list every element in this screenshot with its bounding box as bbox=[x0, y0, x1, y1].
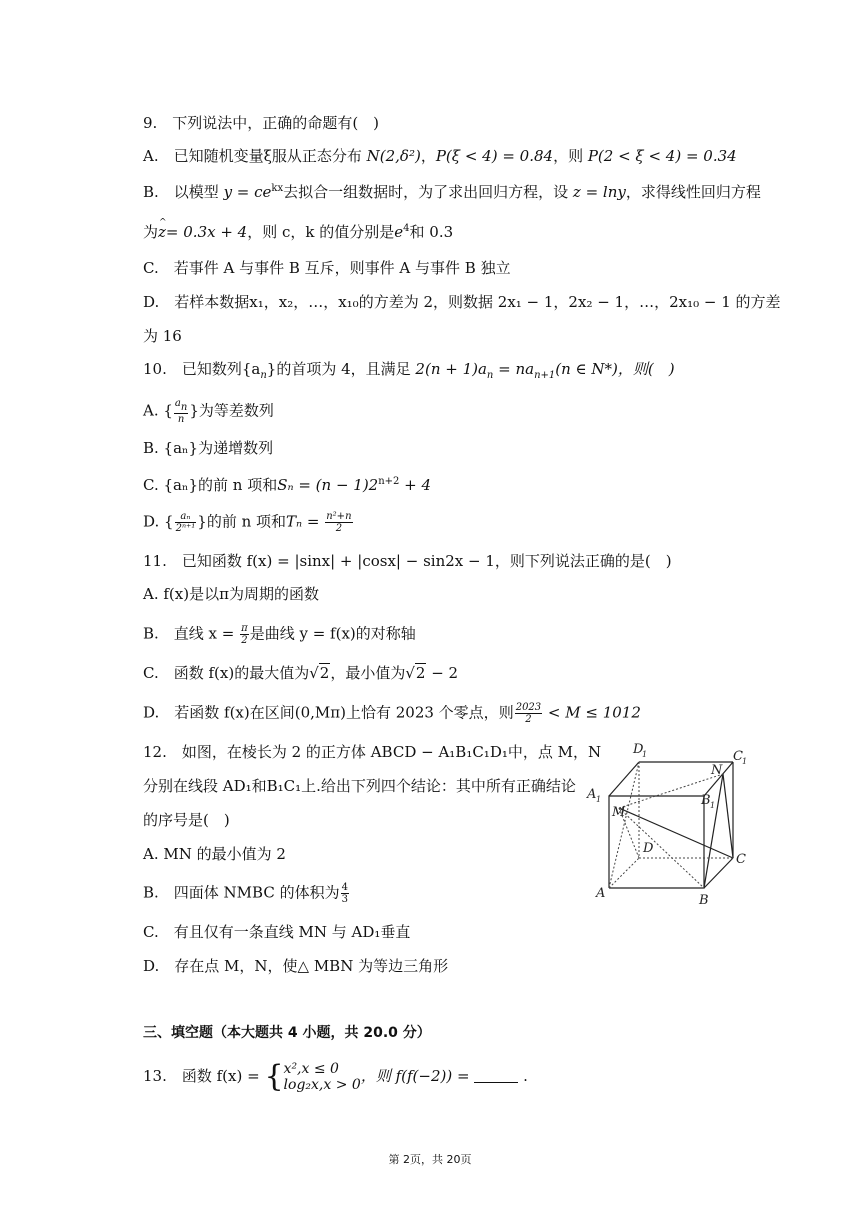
label-n: N bbox=[711, 763, 723, 778]
q10-option-c: C. {aₙ}的前 n 项和$S_n = (n - 1)2^{n+2} + 4$ bbox=[143, 476, 432, 494]
q12-option-d: D. 存在点 M，N，使△ MBN 为等边三角形 bbox=[143, 957, 449, 975]
cube-line-mb bbox=[619, 808, 704, 888]
label-a1-sub: 1 bbox=[596, 795, 602, 804]
q11-option-a: A. f(x)是以π为周期的函数 bbox=[143, 585, 319, 603]
label-b: B bbox=[699, 893, 709, 908]
section-3-title: 三、填空题（本大题共 4 小题，共 20.0 分） bbox=[143, 1025, 431, 1041]
label-a: A bbox=[596, 886, 606, 901]
q11-stem: 11. 已知函数 f(x) = |sinx| + |cosx| − sin2x − 1，则下列说法正确的是( ) bbox=[143, 552, 672, 570]
label-d: D bbox=[643, 841, 654, 856]
q12-option-c: C. 有且仅有一条直线 MN 与 AD₁垂直 bbox=[143, 923, 411, 941]
q12-option-b: B. 四面体 NMBC 的体积为 $\frac{4}{3}$ bbox=[143, 882, 348, 905]
q9-option-b-line1: B. 以模型 $y = ce^{kx}$去拟合一组数据时，为了求出回归方程，设 z = lny，求得线性回归方程 bbox=[143, 183, 761, 201]
label-m: M bbox=[612, 805, 626, 820]
q12-stem-line2: 分别在线段 AD₁和B₁C₁上.给出下列四个结论：其中所有正确结论 bbox=[143, 777, 576, 795]
q13: 13. 函数 f(x) = { x²,x ≤ 0 log₂x,x > 0 ，则 f(f(−2)) = . bbox=[143, 1059, 528, 1094]
label-d1: D bbox=[633, 742, 644, 757]
q9-option-c: C. 若事件 A 与事件 B 互斥，则事件 A 与事件 B 独立 bbox=[143, 259, 511, 277]
q9-option-d-line1: D. 若样本数据x₁，x₂，…，x₁₀的方差为 2，则数据 2x₁ − 1，2x₂ − 1，…，2x₁₀ − 1 的方差 bbox=[143, 293, 781, 311]
label-b1-sub: 1 bbox=[710, 801, 716, 810]
cube-line-nc bbox=[723, 774, 733, 858]
q9-option-b-line2: 为^ z= 0.3x + 4，则 c，k 的值分别是$e^4$和 0.3 bbox=[143, 219, 453, 242]
q12-option-a: A. MN 的最小值为 2 bbox=[143, 845, 286, 863]
q11-option-c: C. 函数 f(x)的最大值为√2，最小值为√2 − 2 bbox=[143, 664, 459, 682]
label-b1: B bbox=[701, 793, 711, 808]
cube-edge-ad bbox=[609, 858, 639, 888]
q9-option-a: A. 已知随机变量ξ服从正态分布 N(2,δ²)，P(ξ < 4) = 0.84，则 P(2 < ξ < 4) = 0.34 bbox=[143, 147, 737, 165]
cube-line-ad1 bbox=[609, 762, 639, 888]
q10-option-b: B. {aₙ}为递增数列 bbox=[143, 439, 274, 457]
q9-option-d-line2: 为 16 bbox=[143, 327, 182, 345]
q13-answer-blank[interactable] bbox=[474, 1068, 518, 1083]
label-c1: C bbox=[733, 749, 743, 764]
q11-option-b: B. 直线 x = $\frac{\pi}{2}$ 是曲线 y = f(x)的对称轴 bbox=[143, 623, 416, 646]
q12-stem-line3: 的序号是( ) bbox=[143, 811, 230, 829]
label-d1-sub: 1 bbox=[642, 750, 648, 759]
q11-option-d: D. 若函数 f(x)在区间(0,Mπ)上恰有 2023 个零点，则 $\frac{2023}{2}$ < M ≤ 1012 bbox=[143, 702, 641, 725]
q9-stem: 9. 下列说法中，正确的命题有( ) bbox=[143, 114, 380, 132]
q12-stem-line1: 12. 如图，在棱长为 2 的正方体 ABCD − A₁B₁C₁D₁中，点 M，N bbox=[143, 743, 602, 761]
cube-edge-a1d1 bbox=[609, 762, 639, 796]
label-c1-sub: 1 bbox=[742, 757, 748, 766]
cube-figure bbox=[585, 740, 755, 910]
q10-stem: 10. 已知数列$\{a_n\}$的首项为 4，且满足 $2(n + 1)a_n = na_{n+1}(n$ ∈ N*)，则( ) bbox=[143, 360, 675, 381]
q10-option-d: D. { $\frac{\text{aₙ}}{\text{2ⁿ⁺¹}}$ }的前 n 项和Tₙ = $\frac{\text{n²+n}}{2}$ bbox=[143, 511, 352, 534]
label-a1: A bbox=[587, 787, 597, 802]
page-footer: 第 2页，共 20页 bbox=[388, 1153, 472, 1166]
label-c: C bbox=[736, 852, 746, 867]
q10-option-a: A. { $\frac{an}{n}$ }为等差数列 bbox=[143, 398, 274, 425]
